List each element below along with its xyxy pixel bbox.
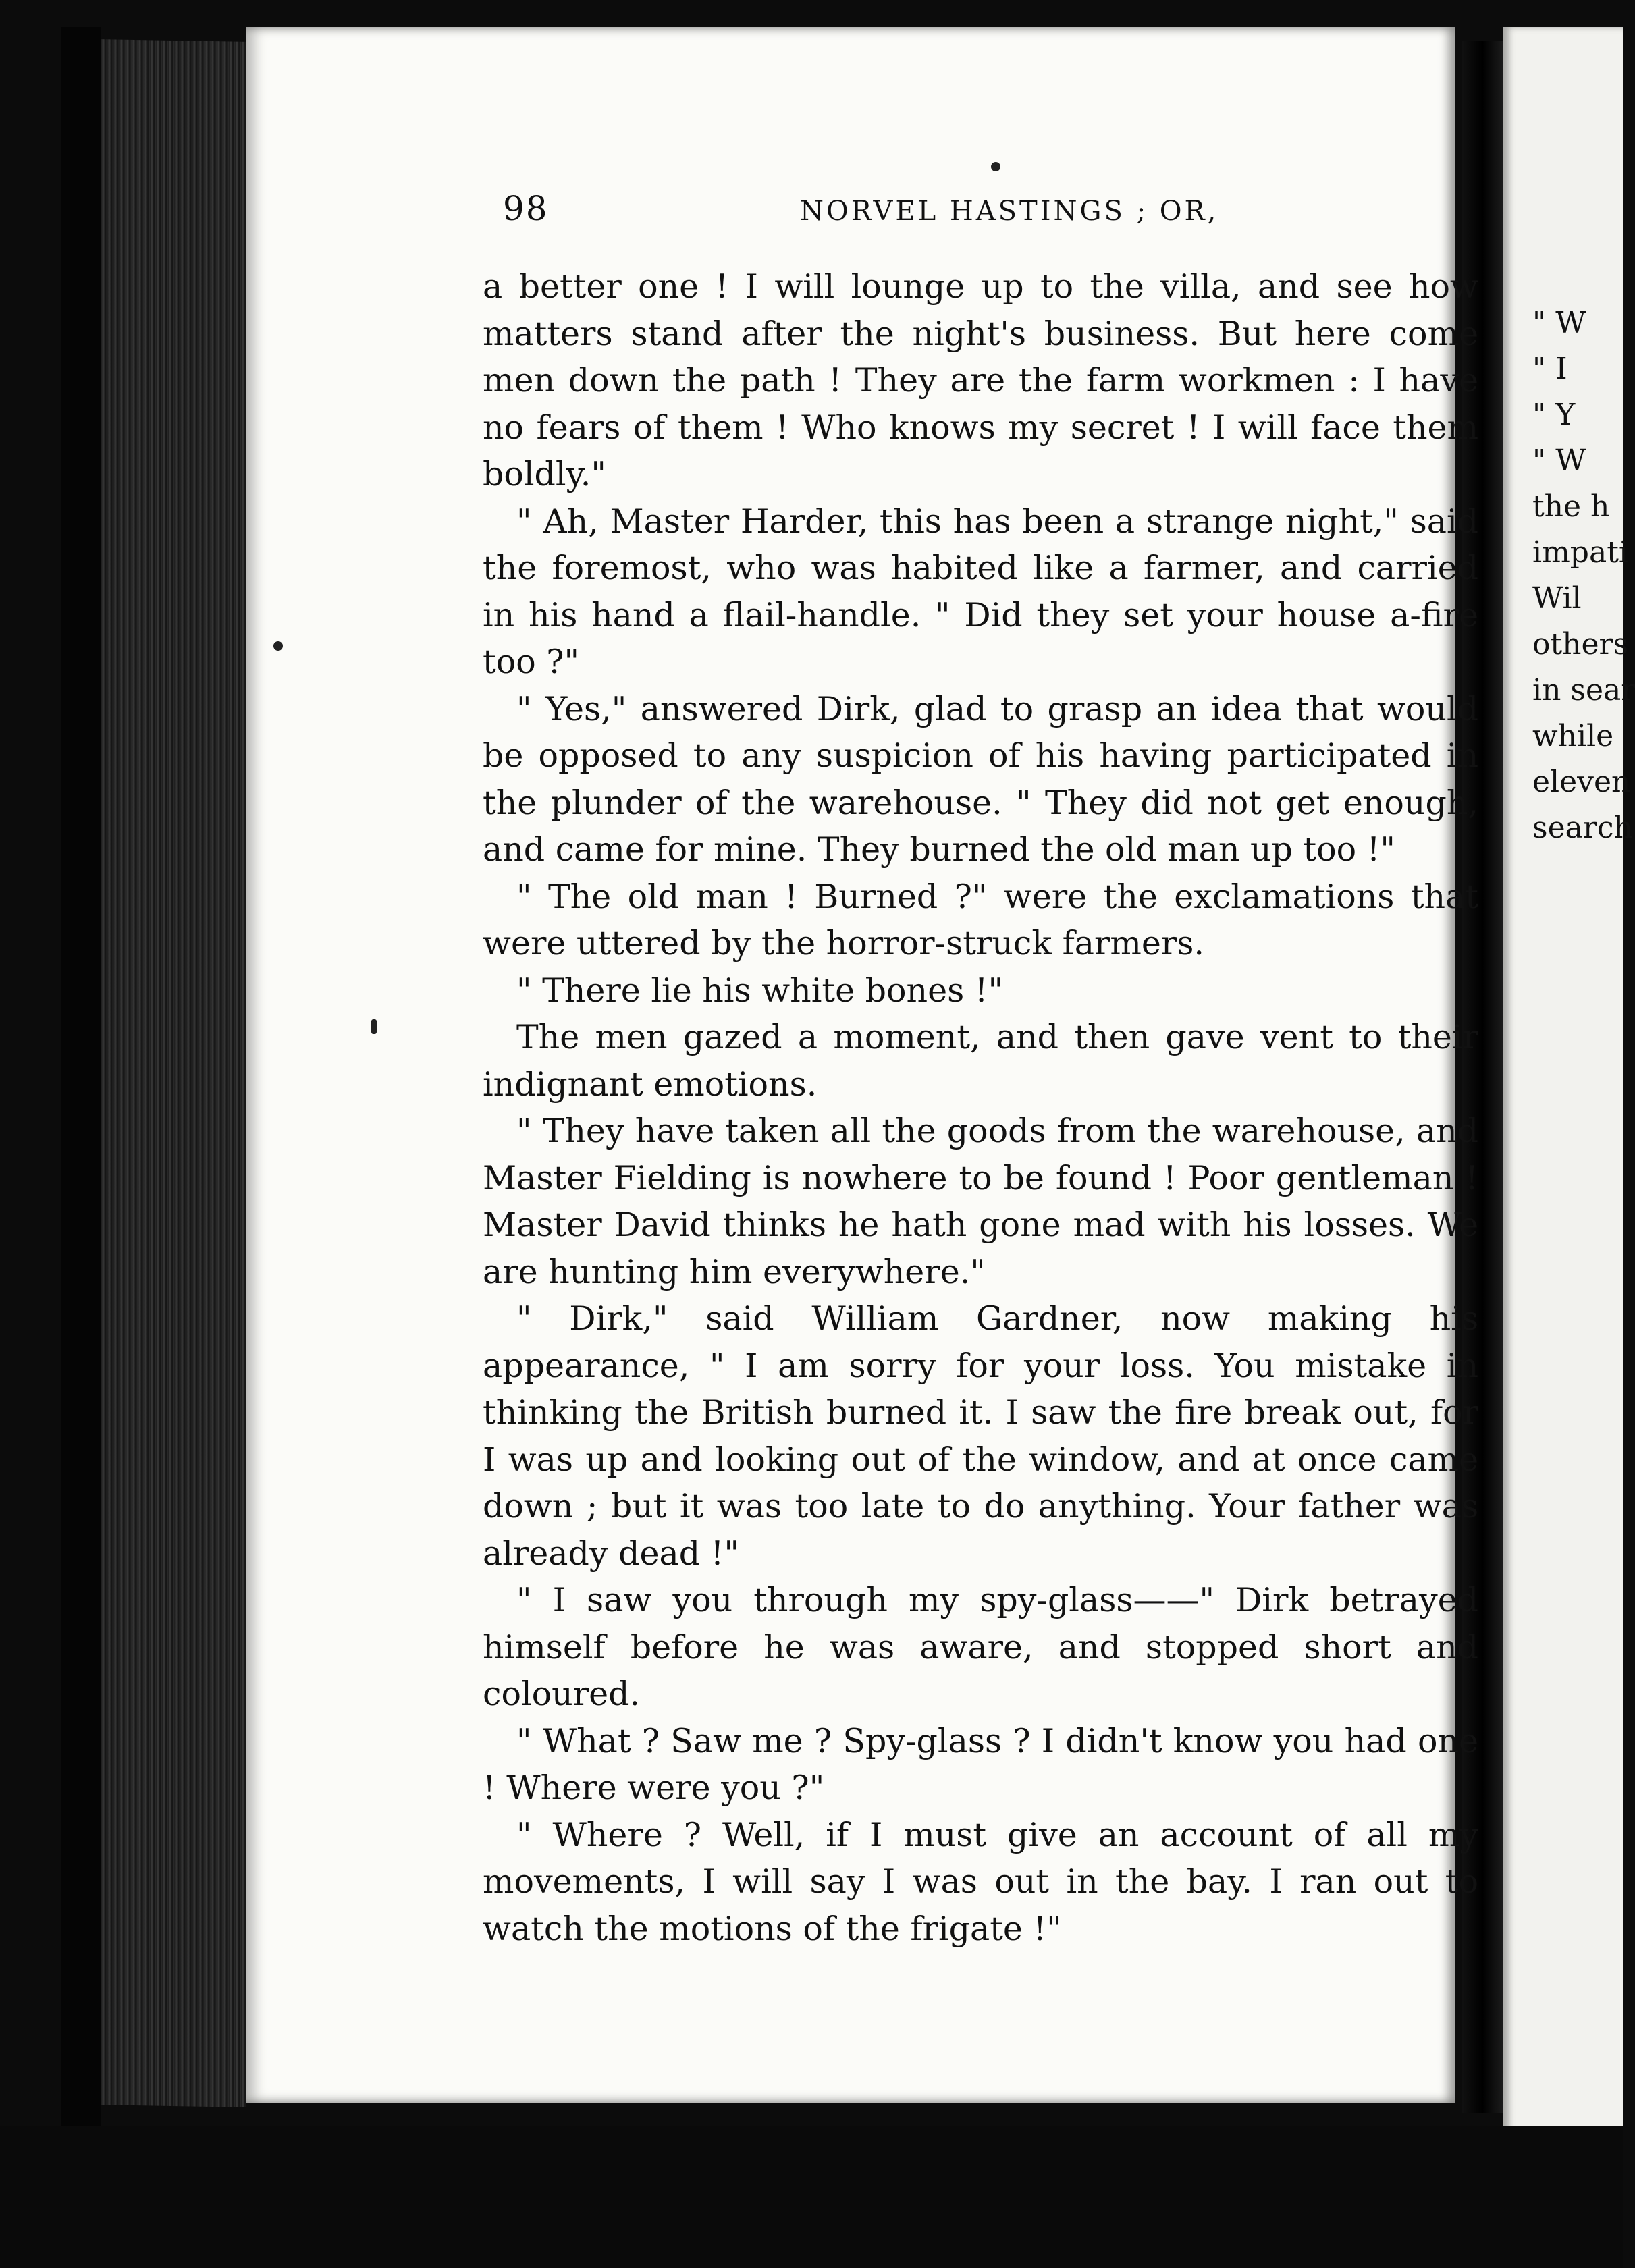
paragraph: The men gazed a moment, and then gave vent to their indignant emotions. — [483, 1018, 1478, 1104]
paragraph: " Yes," answered Dirk, glad to grasp an idea that would be opposed to any suspicion of his having participated in the plunder of the warehouse. " They did not get enough, and came for mine. They burned the old man up too !" — [483, 689, 1478, 869]
paragraph: " Ah, Master Harder, this has been a strange night," said the foremost, who was habited like a farmer, and carried in his hand a flail-handle. " Did they set your house a-fire too ?" — [483, 502, 1478, 681]
paragraph: " I saw you through my spy-glass——" Dirk betrayed himself before he was aware, and stopped short and coloured. — [483, 1581, 1478, 1713]
right-page-line: others — [1532, 627, 1629, 662]
paragraph: " The old man ! Burned ?" were the exclamations that were uttered by the horror-struck farmers. — [483, 877, 1478, 963]
right-page-line: " Y — [1532, 398, 1576, 432]
right-page-text — [1532, 300, 1635, 851]
running-head: NORVEL HASTINGS ; OR, — [800, 196, 1219, 227]
ink-speck — [371, 1019, 377, 1034]
ink-speck — [991, 162, 1000, 171]
right-page-line: the h — [1532, 489, 1610, 524]
book-cover-edge — [61, 27, 101, 2146]
page-number: 98 — [503, 189, 549, 228]
right-page-line: in sear — [1532, 673, 1635, 707]
paragraph: " What ? Saw me ? Spy-glass ? I didn't know you had one ! Where were you ?" — [483, 1721, 1478, 1807]
ink-speck — [273, 641, 283, 651]
right-page-line: " W — [1532, 443, 1586, 478]
scan-background — [0, 2126, 1623, 2268]
body-text — [483, 263, 1478, 1952]
right-page-line: impati — [1532, 535, 1628, 570]
paragraph: " There lie his white bones !" — [516, 971, 1004, 1010]
paragraph: " Where ? Well, if I must give an account of all my movements, I will say I was out in the bay. I ran out to watch the motions of the frigate !" — [483, 1815, 1478, 1948]
right-page-line: while — [1532, 719, 1614, 753]
paragraph: " They have taken all the goods from the warehouse, and Master Fielding is nowhere to be found ! Poor gentleman ! Master David thinks he hath gone mad with his losses. We are hunting him everywhere." — [483, 1112, 1478, 1291]
right-page-line: " I — [1532, 352, 1567, 386]
paragraph: " Dirk," said William Gardner, now making his appearance, " I am sorry for your loss. You mistake in thinking the British burned it. I saw the fire break out, for I was up and looking out of the window, and at once came down ; but it was too late to do anything. Your father was already dead !" — [483, 1299, 1478, 1573]
right-page-line: eleven — [1532, 765, 1631, 799]
right-page-line: Wil — [1532, 581, 1582, 616]
paragraph: a better one ! I will lounge up to the villa, and see how matters stand after the night's business. But here come men down the path ! They are the farm workmen : I have no fears of them ! Who knows my secret ! I will face them boldly." — [483, 267, 1478, 493]
right-page-line: " W — [1532, 306, 1586, 340]
right-page-line: search — [1532, 811, 1633, 845]
page-edges — [101, 39, 246, 2107]
